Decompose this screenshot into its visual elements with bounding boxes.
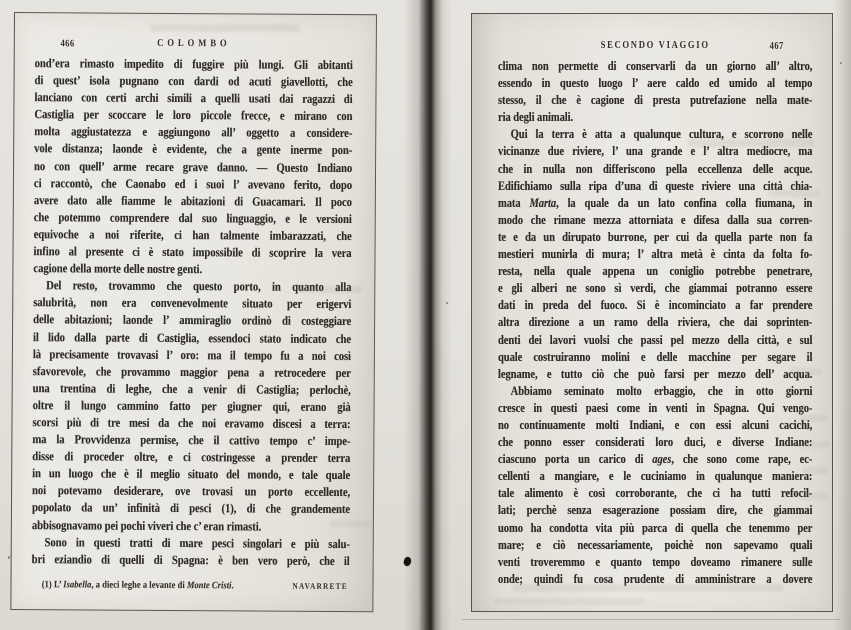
text-line: vole distanza; laonde è evidente, che a gente inerme pon- — [34, 141, 353, 158]
text-line: ciascuno porta un carico di ages, che sono come rape, ec- — [498, 452, 813, 467]
ink-blot — [403, 556, 412, 567]
text-line: equivoche a noi riferite, ci han talmente imbarazzati, che — [33, 227, 352, 244]
text-line: Sono in questi tratti di mare pesci singolari e più salu- — [44, 534, 350, 551]
text-line: che potemmo comprendere dal suo linguaggio, e le versioni — [33, 209, 352, 226]
running-title-left: COLOMBO — [157, 37, 231, 50]
text-line: di quest’ isola pugnano con dardi od acuti giavellotti, che — [34, 73, 353, 90]
left-page-content — [31, 37, 352, 592]
text-line: cagione della morte delle nostre genti. — [33, 261, 203, 277]
text-line: clima non permette di conservarli da un giorno all’ altro, — [498, 59, 813, 73]
text-line: popolato da un’ infinità di pesci (1), di che grandemente — [31, 500, 351, 517]
page-text-right — [498, 58, 812, 588]
dust-speck — [446, 302, 448, 304]
text-line: mata Marta, la quale da un lato confina colla fiumana, in — [498, 195, 813, 210]
text-line: dati in preda del fuoco. Si è incominciato a far prendere — [498, 298, 813, 313]
text-line: Edifichiamo sulla ripa d’una di queste riviere una città chia- — [498, 178, 813, 193]
text-line: altra direzione a un ramo della riviera, che dai soprinten- — [498, 315, 813, 330]
running-title-right: SECONDO VIAGGIO — [600, 40, 710, 51]
paragraph — [498, 126, 812, 382]
text-line: salubrità, non era convenevolmente situato per erigervi — [33, 295, 352, 312]
footnote-text: (1) L’ Isabella, a dieci leghe a levante di Monte Cristi. — [41, 578, 234, 592]
text-line: ci raccontò, che Caonabo ed i suoi l’ avevano ferito, dopo — [33, 175, 353, 192]
text-line: abbisognavamo pei pochi viveri che c’ eran rimasti. — [31, 517, 262, 534]
text-line: mare; e ciò necessariamente, poichè non sapevamo quali — [498, 537, 813, 552]
text-line: tale alimento è così corroborante, che ci ha tutti refocil- — [498, 486, 813, 501]
text-line: cellenti a mangiare, e le cuciniamo in qualunque maniera: — [498, 469, 813, 484]
text-line: disse di proceder oltre, e ci costringesse a prender terra — [32, 449, 351, 466]
text-line: uomo ha condotta vita più parca di quella che tenemmo per — [498, 520, 813, 535]
paragraph — [498, 58, 812, 126]
dust-speck — [8, 556, 10, 559]
page-text-left — [32, 55, 353, 570]
text-line: infino al presente ci è stato impossibile di scoprire la vera — [33, 244, 352, 261]
text-line: Del resto, trovammo che questo porto, in quanto alla — [46, 278, 352, 295]
text-line: te e da un dirupato burrone, per cui da quella parte non fa — [498, 229, 813, 244]
page-number-left: 466 — [60, 38, 75, 50]
text-line: lanciano con certi archi simili a quelli usati dai ragazzi di — [34, 90, 353, 107]
text-line: stesso, il che è cagione di presta putrefazione nella mate- — [498, 93, 813, 108]
paragraph — [498, 383, 812, 588]
text-line: oltre il lungo cammino fatto per giugner qui, erano già — [32, 397, 351, 414]
text-line: scorsi più di tre mesi da che noi eravamo discesi a terra: — [32, 415, 351, 432]
text-line: ria degli animali. — [498, 110, 574, 125]
text-line: bri eziandio di quelli di Spagna: è ben vero però, che il — [31, 551, 350, 568]
footnote-source: NAVARRETE — [292, 580, 348, 591]
right-page-header — [498, 40, 812, 55]
text-line: sfavorevole, che provammo maggior pena a retrocedere per — [32, 363, 351, 380]
text-line: molta aggiustatezza e aggiungono all’ oggetto a considere- — [34, 124, 353, 141]
left-page — [10, 12, 377, 612]
text-line: mestieri munirla di mura; l’ altra metà è cinta da folta fo- — [498, 247, 813, 262]
text-line: e gli alberi ne sono sì verdi, che giammai potranno essere — [498, 281, 813, 296]
text-line: vicinanze due riviere, l’ una grande e l’ altra mediocre, ma — [498, 144, 813, 159]
paragraph — [33, 55, 352, 279]
text-line: avere dato alle fiamme le abitazioni di Guacamari. Il poco — [33, 192, 352, 209]
text-line: legname, e tutto ciò che può farsi per mezzo dell’ acqua. — [498, 366, 813, 381]
footnote — [31, 579, 349, 592]
text-line: essendo in questo luogo l’ aere caldo ed umido al tempo — [498, 76, 813, 91]
text-line: quale costruiranno molini e delle macchine per segare il — [498, 349, 813, 364]
dust-speck — [840, 62, 842, 64]
text-line: no con quell’ arme recare grave danno. — Questo Indiano — [34, 158, 353, 175]
text-line: che in nulla non differiscono pella eccellenza delle acque. — [498, 161, 813, 176]
text-line: che ponno esser considerati loro duci, e diverse Indiane: — [498, 435, 813, 450]
text-line: Castiglia per scoccare le loro piccole frecce, e mirano con — [34, 107, 353, 124]
text-line: ond’era rimasto impedito di fuggire più lungi. Gli abitanti — [34, 56, 353, 73]
text-line: una trentina di leghe, che a venir di Castiglia; perlochè, — [32, 380, 351, 397]
text-line: delle abitazioni; laonde l’ ammiraglio ordinò di costeggiare — [33, 312, 352, 329]
text-line: noi potevamo desiderare, ove trovasi un porto eccellente, — [32, 483, 351, 500]
page-number-right: 467 — [769, 41, 784, 52]
paragraph — [32, 277, 352, 535]
text-line: venti troveremmo e quanto tempo doveamo rimanere sulle — [498, 554, 813, 569]
right-page-content — [498, 40, 812, 588]
text-line: onde; quindi fu cosa prudente di amministrare a dovere — [498, 571, 813, 586]
text-line: denti dei lavori vuolsi che passi pel mezzo della città, e sul — [498, 332, 813, 347]
text-line: lati; perchè senza esagerazione possiam dire, che giammai — [498, 503, 813, 518]
text-line: Abbiamo seminato molto erbaggio, che in otto giorni — [510, 383, 813, 398]
right-page — [471, 13, 833, 612]
text-line: là precisamente trovavasi l’ oro: ma il tempo fu a noi così — [32, 346, 352, 363]
text-line: no continuamente molti Indiani, e con essi alcuni cacichi, — [498, 417, 813, 432]
text-line: Qui la terra è atta a qualunque cultura, e scorrono nelle — [510, 127, 813, 142]
text-line: modo che rimane mezza attorniata e difesa dalla sua corren- — [498, 212, 813, 227]
text-line: resta, nella quale appena un coniglio potrebbe penetrare, — [498, 264, 813, 279]
left-page-header — [35, 37, 353, 54]
text-line: in un luogo che è il meglio situato del mondo, e tale quale — [32, 466, 351, 483]
text-line: il lido dalla parte di Castiglia, essendoci stato indicato che — [32, 329, 352, 346]
paragraph — [32, 534, 350, 570]
text-line: ma la Provvidenza permise, che il cattivo tempo c’ impe- — [32, 432, 351, 449]
binding-gutter-shadow — [404, 0, 452, 630]
page-edge-line — [462, 619, 840, 620]
page-edge-shadow — [833, 0, 851, 630]
text-line: cresce in questi paesi come in venti in Spagna. Qui vengo- — [498, 400, 813, 415]
